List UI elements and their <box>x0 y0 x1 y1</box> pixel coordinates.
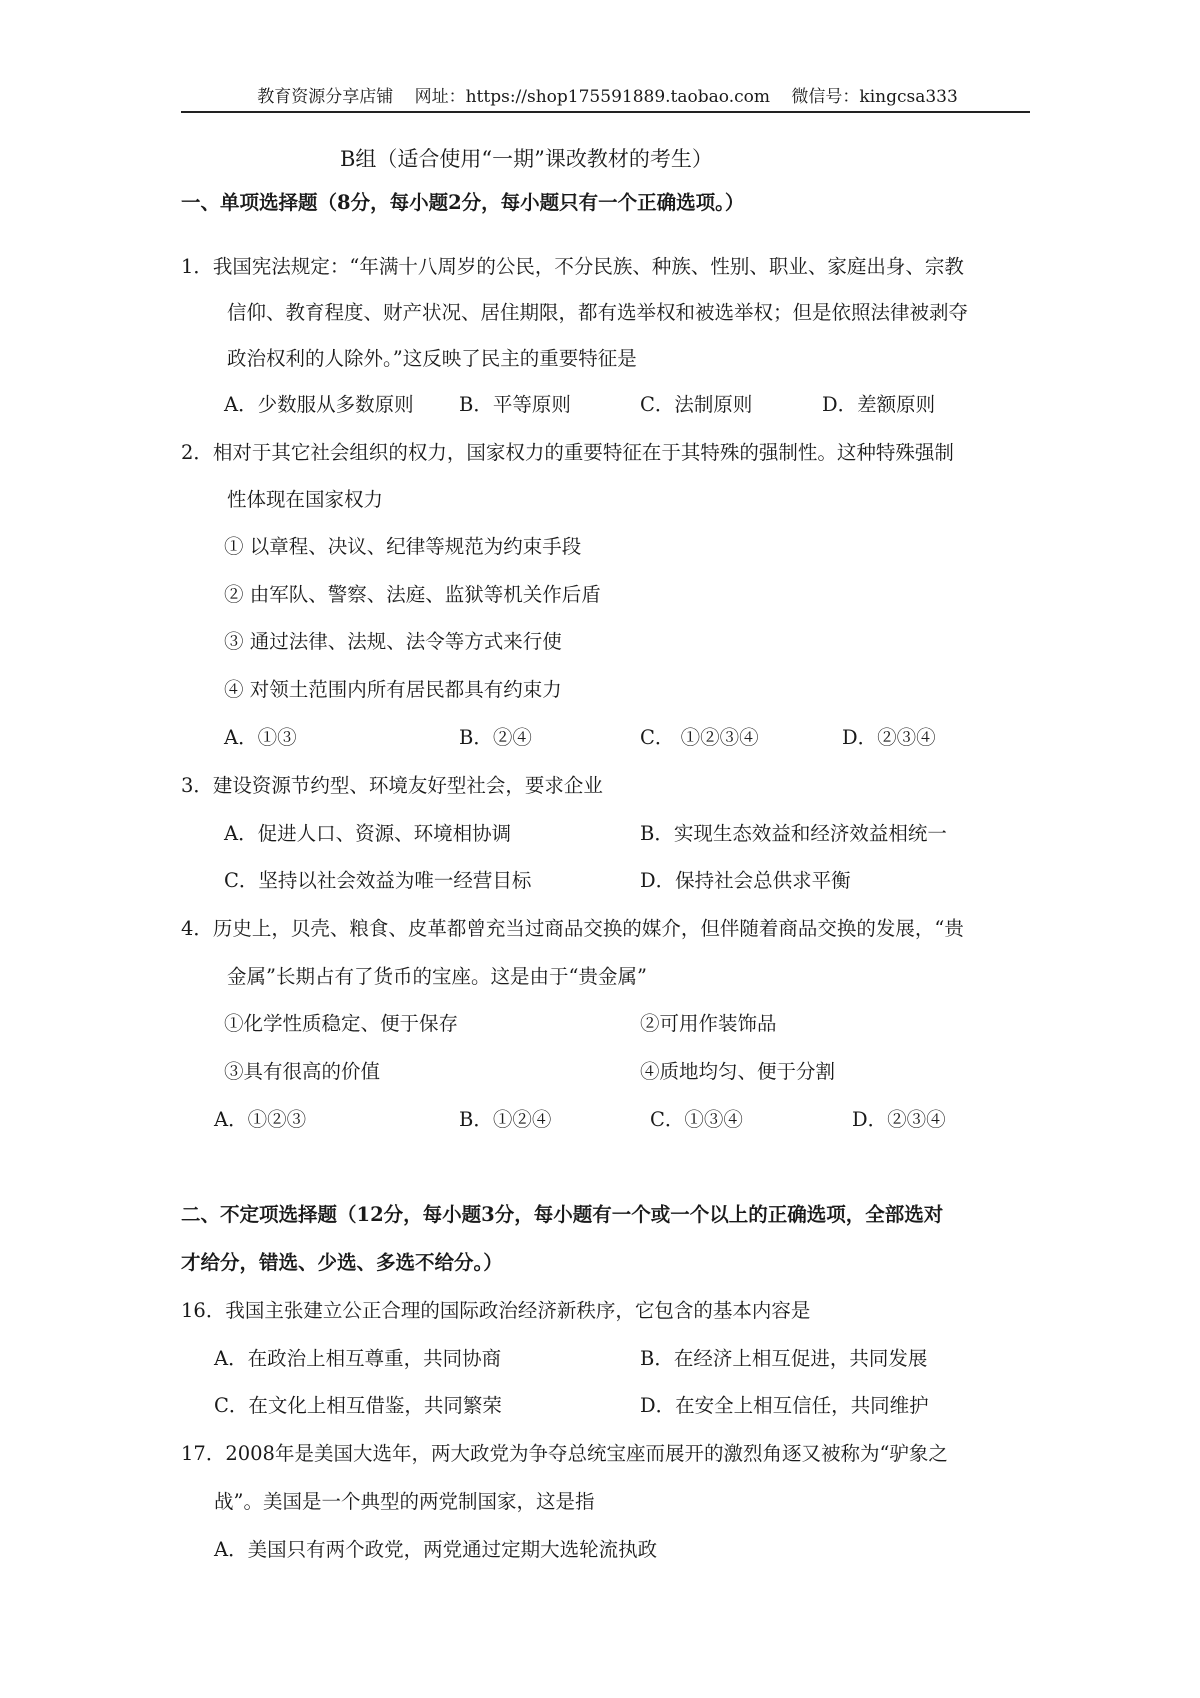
q4-item: ③具有很高的价值 <box>224 1060 381 1083</box>
q1-option-d: D．差额原则 <box>822 393 936 416</box>
q3-option-c: C．坚持以社会效益为唯一经营目标 <box>224 869 532 892</box>
q4-item: ①化学性质稳定、便于保存 <box>224 1012 459 1035</box>
shop-url: 网址：https://shop175591889.taobao.com <box>414 87 770 107</box>
q4-option-a: A．①②③ <box>214 1108 307 1131</box>
q16-option-c: C．在文化上相互借鉴，共同繁荣 <box>214 1394 502 1417</box>
q1-option-a: A．少数服从多数原则 <box>224 393 414 416</box>
q2-item: ③ 通过法律、法规、法令等方式来行使 <box>224 630 562 653</box>
q2-item: ① 以章程、决议、纪律等规范为约束手段 <box>224 535 582 558</box>
q4-item: ④质地均匀、便于分割 <box>640 1060 836 1083</box>
q4-line: 金属”长期占有了货币的宝座。这是由于“贵金属” <box>227 965 647 988</box>
q1-line: 1．我国宪法规定：“年满十八周岁的公民，不分民族、种族、性别、职业、家庭出身、宗教 <box>181 255 964 278</box>
q4-option-d: D．②③④ <box>852 1108 946 1131</box>
q3-option-a: A．促进人口、资源、环境相协调 <box>224 822 512 845</box>
q2-line: 性体现在国家权力 <box>227 488 384 511</box>
q2-option-c: C． ①②③④ <box>640 726 759 749</box>
q1-option-c: C．法制原则 <box>640 393 753 416</box>
q17-option-a: A．美国只有两个政党，两党通过定期大选轮流执政 <box>214 1538 658 1561</box>
q3-option-d: D．保持社会总供求平衡 <box>640 869 851 892</box>
shop-name: 教育资源分享店铺 <box>257 87 394 107</box>
section1-heading: 一、单项选择题（8分，每小题2分，每小题只有一个正确选项。） <box>181 191 745 214</box>
q3-option-b: B．实现生态效益和经济效益相统一 <box>640 822 947 845</box>
q4-item: ②可用作装饰品 <box>640 1012 777 1035</box>
q2-item: ② 由军队、警察、法庭、监狱等机关作后盾 <box>224 583 601 606</box>
q2-option-b: B．②④ <box>459 726 532 749</box>
q4-option-b: B．①②④ <box>459 1108 552 1131</box>
wechat-id: 微信号：kingcsa333 <box>791 87 958 107</box>
q4-option-c: C．①③④ <box>650 1108 743 1131</box>
q17-line: 战”。美国是一个典型的两党制国家，这是指 <box>214 1490 595 1513</box>
q2-item: ④ 对领土范围内所有居民都具有约束力 <box>224 678 562 701</box>
section2-heading: 二、不定项选择题（12分，每小题3分，每小题有一个或一个以上的正确选项，全部选对 <box>181 1203 944 1226</box>
q16-option-a: A．在政治上相互尊重，共同协商 <box>214 1347 502 1370</box>
q3-line: 3．建设资源节约型、环境友好型社会，要求企业 <box>181 774 603 797</box>
q2-line: 2．相对于其它社会组织的权力，国家权力的重要特征在于其特殊的强制性。这种特殊强制 <box>181 441 954 464</box>
q16-line: 16．我国主张建立公正合理的国际政治经济新秩序，它包含的基本内容是 <box>181 1299 811 1322</box>
q4-line: 4．历史上，贝壳、粮食、皮革都曾充当过商品交换的媒介，但伴随着商品交换的发展，“贵 <box>181 917 964 940</box>
q1-line: 政治权利的人除外。”这反映了民主的重要特征是 <box>227 347 637 370</box>
page-title: B组（适合使用“一期”课改教材的考生） <box>340 147 713 171</box>
section2-heading: 才给分，错选、少选、多选不给分。） <box>181 1251 503 1274</box>
header-divider <box>181 111 1030 113</box>
q1-line: 信仰、教育程度、财产状况、居住期限，都有选举权和被选举权；但是依照法律被剥夺 <box>227 301 969 324</box>
q16-option-b: B．在经济上相互促进，共同发展 <box>640 1347 928 1370</box>
q2-option-d: D．②③④ <box>842 726 936 749</box>
q2-option-a: A．①③ <box>224 726 297 749</box>
q16-option-d: D．在安全上相互信任，共同维护 <box>640 1394 929 1417</box>
q1-option-b: B．平等原则 <box>459 393 571 416</box>
q17-line: 17．2008年是美国大选年，两大政党为争夺总统宝座而展开的激烈角逐又被称为“驴象之 <box>181 1442 948 1465</box>
page-header <box>185 82 1030 107</box>
